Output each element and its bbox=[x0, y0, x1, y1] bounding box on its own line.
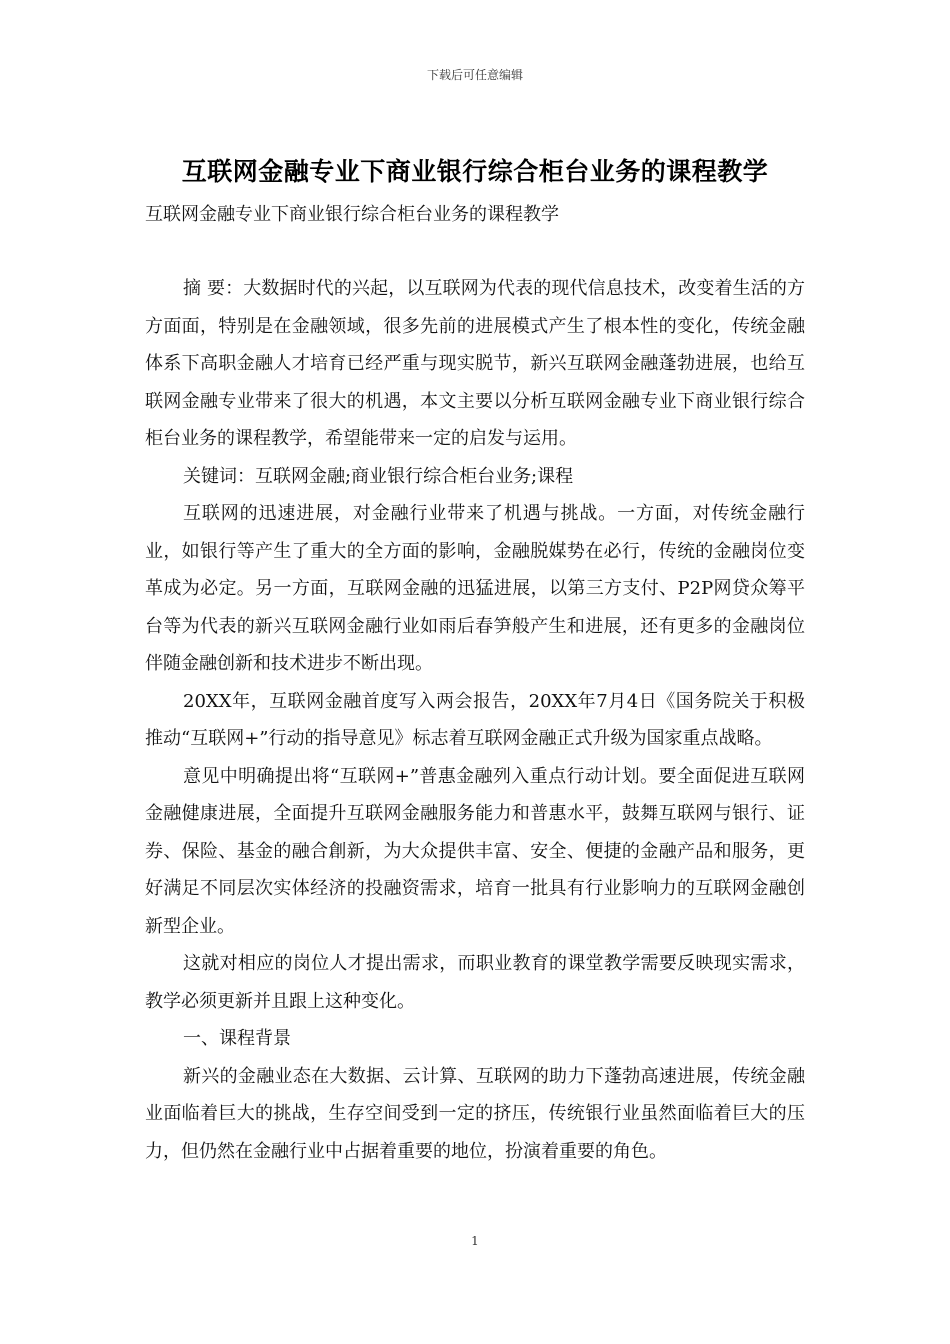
paragraph-body: 20XX年，互联网金融首度写入两会报告，20XX年7月4日《国务院关于积极推动“互联网+”行动的指导意见》标志着互联网金融正式升级为国家重点战略。 bbox=[145, 690, 805, 749]
document-body bbox=[145, 270, 805, 1170]
paragraph-abstract: 摘 要：大数据时代的兴起，以互联网为代表的现代信息技术，改变着生活的方方面面，特别是在金融领域，很多先前的进展模式产生了根本性的变化，传统金融体系下高职金融人才培育已经严重与现实脱节，新兴互联网金融蓬勃进展，也给互联网金融专业带来了很大的机遇，本文主要以分析互联网金融专业下商业银行综合柜台业务的课程教学，希望能带来一定的启发与运用。 bbox=[145, 278, 805, 449]
header-note: 下载后可任意编辑 bbox=[426, 68, 523, 82]
paragraph-body: 新兴的金融业态在大数据、云计算、互联网的助力下蓬勃高速进展，传统金融业面临着巨大的挑战，生存空间受到一定的挤压，传统银行业虽然面临着巨大的压力，但仍然在金融行业中占据着重要的地位，扮演着重要的角色。 bbox=[145, 1065, 805, 1162]
paragraph-body: 这就对相应的岗位人才提出需求，而职业教育的课堂教学需要反映现实需求，教学必须更新并且跟上这种变化。 bbox=[145, 953, 805, 1012]
paragraph-body: 意见中明确提出将“互联网+”普惠金融列入重点行动计划。要全面促进互联网金融健康进展，全面提升互联网金融服务能力和普惠水平，鼓舞互联网与银行、证券、保险、基金的融合創新，为大众提供丰富、安全、便捷的金融产品和服务，更好满足不同层次实体经济的投融资需求，培育一批具有行业影响力的互联网金融创新型企业。 bbox=[145, 765, 805, 937]
document-subtitle: 互联网金融专业下商业银行综合柜台业务的课程教学 bbox=[145, 204, 559, 225]
paragraph-keywords: 关键词：互联网金融;商业银行综合柜台业务;课程 bbox=[183, 465, 574, 487]
section-heading: 一、课程背景 bbox=[183, 1028, 291, 1049]
paragraph-body: 互联网的迅速进展，对金融行业带来了机遇与挑战。一方面，对传统金融行业，如银行等产生了重大的全方面的影响，金融脱媒势在必行，传统的金融岗位变革成为必定。另一方面，互联网金融的迅猛进展，以第三方支付、P2P网贷众筹平台等为代表的新兴互联网金融行业如雨后春笋般产生和进展，还有更多的金融岗位伴随金融创新和技术进步不断出现。 bbox=[145, 503, 805, 674]
document-title: 互联网金融专业下商业银行综合柜台业务的课程教学 bbox=[181, 157, 769, 186]
page-number: 1 bbox=[471, 1234, 479, 1248]
